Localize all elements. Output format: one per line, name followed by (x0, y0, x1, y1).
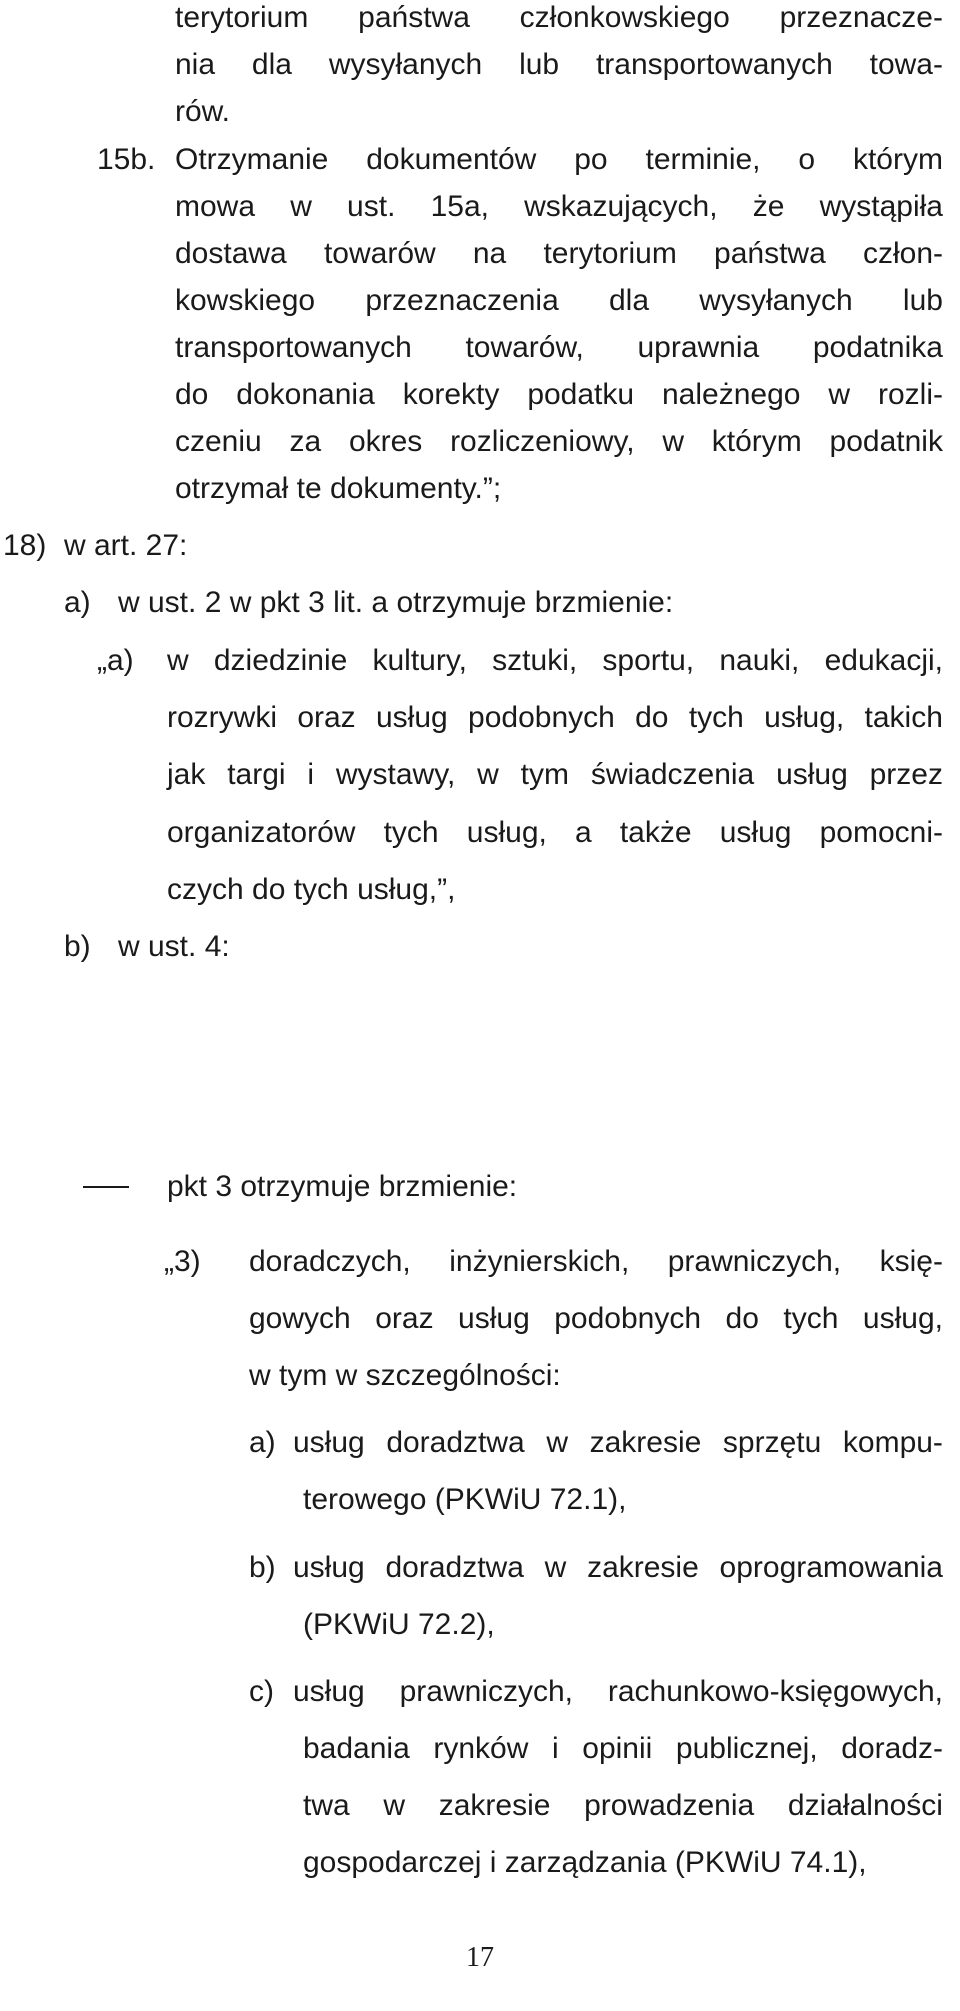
subitem-text-line: usług doradztwa w zakresie oprogramowania (293, 1551, 943, 1584)
quoted-text-line: czych do tych usług,”, (167, 873, 456, 906)
subitem-label: c) (249, 1675, 274, 1708)
item-number: 18) (3, 529, 47, 562)
body-text-line: nia dla wysyłanych lub transportowanych towa- (175, 48, 943, 81)
subitem-label: a) (249, 1426, 276, 1459)
quoted-text-line: gowych oraz usług podobnych do tych usług, (249, 1302, 943, 1335)
body-text-line: w art. 27: (64, 529, 188, 562)
quoted-text-line: rozrywki oraz usług podobnych do tych usług, takich (167, 701, 943, 734)
subitem-text-line: badania rynków i opinii publicznej, doradz- (303, 1732, 943, 1765)
point-label: a) (64, 586, 91, 619)
quoted-text-line: organizatorów tych usług, a także usług pomocni- (167, 816, 943, 849)
body-text-line: transportowanych towarów, uprawnia podatnika (175, 331, 943, 364)
quote-marker: „3) (164, 1245, 201, 1278)
body-text-line: mowa w ust. 15a, wskazujących, że wystąpiła (175, 190, 943, 223)
body-text-line: kowskiego przeznaczenia dla wysyłanych lub (175, 284, 943, 317)
page-number: 17 (466, 1942, 494, 1973)
quoted-text-line: w dziedzinie kultury, sztuki, sportu, nauki, edukacji, (167, 644, 943, 677)
subitem-text-line: gospodarczej i zarządzania (PKWiU 74.1), (303, 1846, 867, 1879)
body-text-line: pkt 3 otrzymuje brzmienie: (167, 1170, 518, 1203)
body-text-line: w ust. 2 w pkt 3 lit. a otrzymuje brzmienie: (118, 586, 674, 619)
quoted-text-line: w tym w szczególności: (249, 1359, 561, 1392)
subitem-label: b) (249, 1551, 276, 1584)
quote-marker: „a) (97, 644, 134, 677)
body-text-line: dostawa towarów na terytorium państwa człon- (175, 237, 943, 270)
body-text-line: Otrzymanie dokumentów po terminie, o którym (175, 143, 943, 176)
body-text-line: do dokonania korekty podatku należnego w rozli- (175, 378, 943, 411)
subitem-text-line: (PKWiU 72.2), (303, 1608, 495, 1641)
subitem-text-line: terowego (PKWiU 72.1), (303, 1483, 627, 1516)
dash-bullet (83, 1186, 129, 1188)
item-number: 15b. (97, 143, 156, 176)
body-text-line: czeniu za okres rozliczeniowy, w którym podatnik (175, 425, 943, 458)
subitem-text-line: twa w zakresie prowadzenia działalności (303, 1789, 943, 1822)
subitem-text-line: usług prawniczych, rachunkowo-księgowych, (293, 1675, 943, 1708)
point-label: b) (64, 930, 91, 963)
body-text-line: w ust. 4: (118, 930, 230, 963)
body-text-line: rów. (175, 95, 231, 128)
quoted-text-line: jak targi i wystawy, w tym świadczenia usług przez (167, 758, 943, 791)
body-text-line: otrzymał te dokumenty.”; (175, 472, 502, 505)
body-text-line: terytorium państwa członkowskiego przeznacze- (175, 1, 943, 34)
quoted-text-line: doradczych, inżynierskich, prawniczych, księ- (249, 1245, 943, 1278)
subitem-text-line: usług doradztwa w zakresie sprzętu kompu- (293, 1426, 943, 1459)
